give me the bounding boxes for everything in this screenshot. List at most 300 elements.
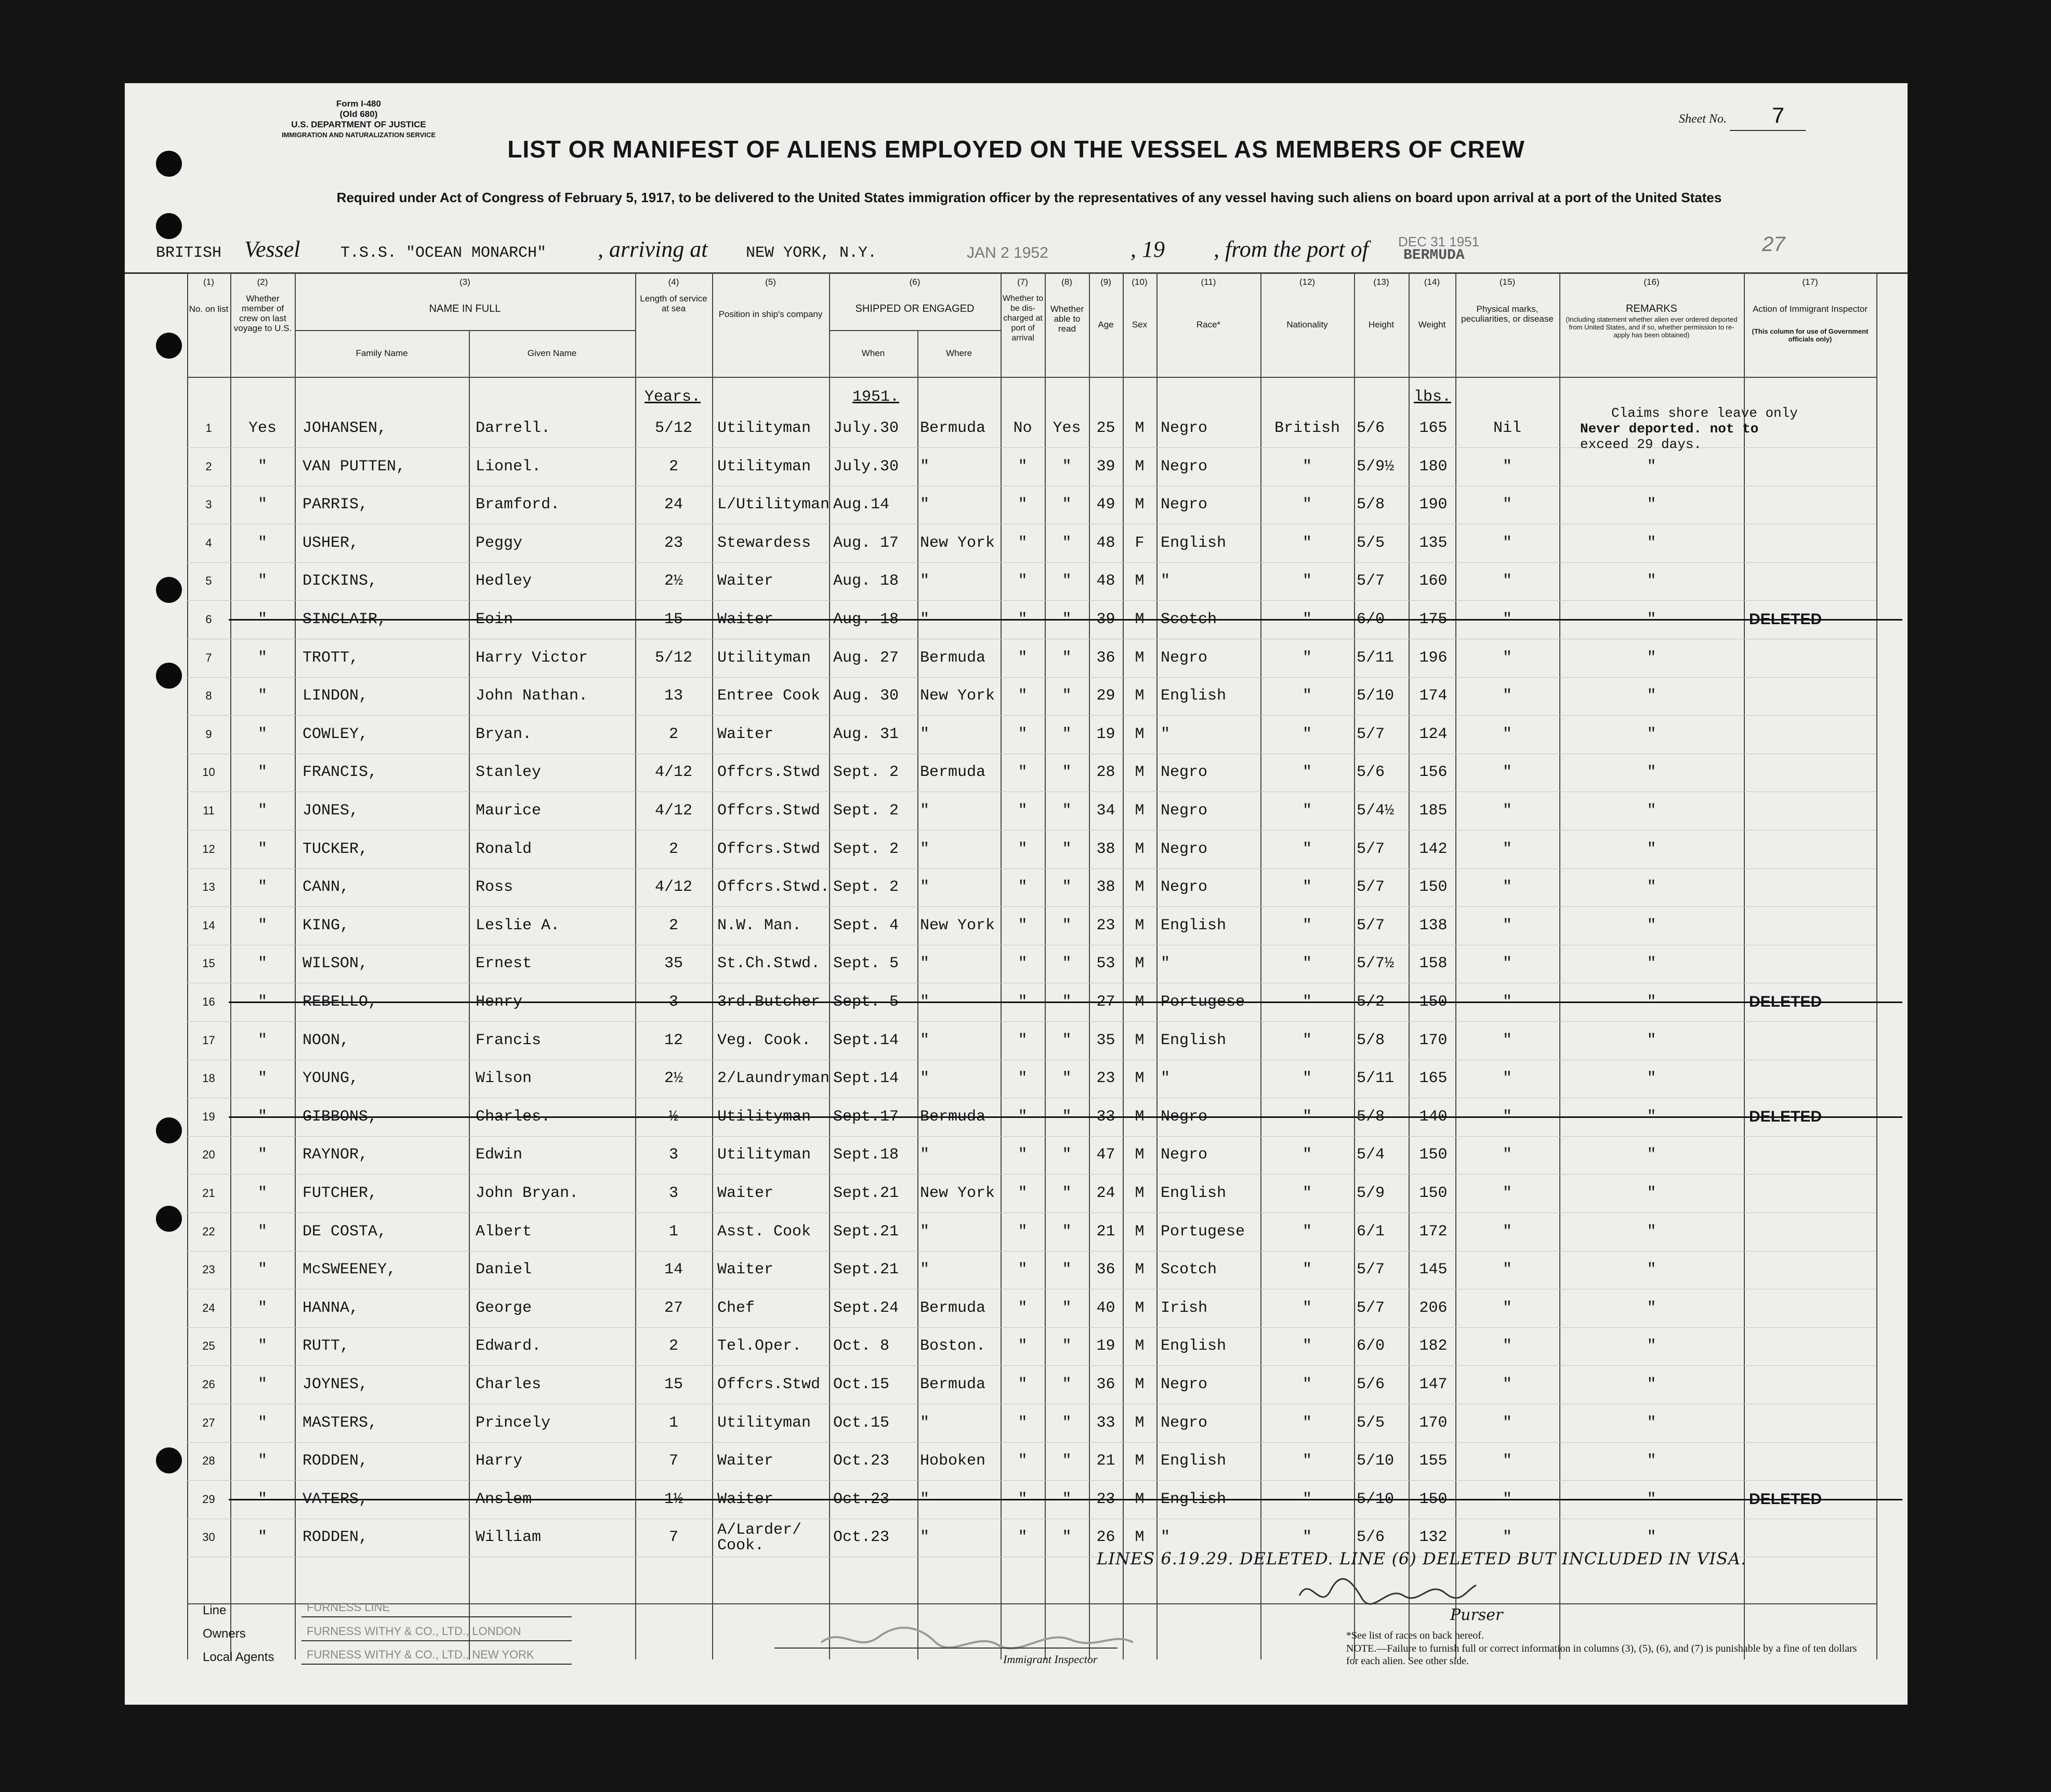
row-number: 28 xyxy=(202,1454,215,1468)
given-name: Princely xyxy=(476,1414,551,1432)
header-sex: Sex xyxy=(1132,320,1148,330)
nationality: " xyxy=(1302,1146,1312,1164)
position: Offcrs.Stwd xyxy=(717,1376,821,1393)
sex: M xyxy=(1135,840,1145,858)
given-name: Bryan. xyxy=(476,725,532,743)
able-to-read: " xyxy=(1062,1529,1072,1547)
strike-through-line xyxy=(229,619,1902,621)
height: 5/7 xyxy=(1357,725,1385,743)
punch-hole xyxy=(156,1206,182,1232)
row-number: 22 xyxy=(202,1224,215,1238)
height: 5/6 xyxy=(1357,1529,1385,1547)
weight: 170 xyxy=(1419,1414,1448,1432)
given-name: John Nathan. xyxy=(476,687,588,705)
race: English xyxy=(1161,1452,1227,1470)
length-of-service: 1½ xyxy=(664,1490,683,1508)
nationality: " xyxy=(1302,1261,1312,1279)
age: 48 xyxy=(1096,534,1115,552)
nationality: " xyxy=(1302,1529,1312,1547)
action xyxy=(1749,868,1874,906)
header-action: Action of Immigrant Inspector xyxy=(1752,304,1868,314)
remarks: " xyxy=(1647,1529,1656,1547)
remarks: " xyxy=(1647,611,1656,628)
weight: 185 xyxy=(1419,802,1448,820)
punch-hole xyxy=(156,333,182,359)
length-of-service: 5/12 xyxy=(654,649,692,667)
shipped-when: Sept.18 xyxy=(833,1146,899,1164)
action xyxy=(1749,1136,1874,1174)
position: Utilityman xyxy=(717,457,811,476)
race: Negro xyxy=(1161,1146,1208,1164)
length-of-service: 14 xyxy=(664,1261,683,1279)
height: 5/10 xyxy=(1357,1452,1395,1470)
position: St.Ch.Stwd. xyxy=(717,955,821,973)
shipped-when: Sept. 2 xyxy=(833,878,899,897)
position: Waiter xyxy=(717,1261,774,1279)
race: Negro xyxy=(1161,496,1208,514)
family-name: JONES, xyxy=(303,802,359,820)
race: Scotch xyxy=(1161,1261,1217,1279)
age: 49 xyxy=(1096,496,1115,514)
discharged: " xyxy=(1018,1337,1028,1355)
action xyxy=(1749,944,1874,983)
length-of-service: 35 xyxy=(664,955,683,973)
form-old-number: (Old 680) xyxy=(339,109,378,119)
penalty-note: NOTE.—Failure to furnish full or correct information in columns (3), (5), (6), and (7) is punishable by a fine of ten dollars for each alien. See other side. xyxy=(1346,1643,1857,1667)
position: Utilityman xyxy=(717,1146,811,1164)
action xyxy=(1749,753,1874,792)
shipped-where: " xyxy=(920,496,930,514)
shipped-when: Sept. 4 xyxy=(833,916,899,934)
race: Negro xyxy=(1161,1108,1208,1126)
shipped-where: New York xyxy=(920,687,995,705)
discharged: " xyxy=(1018,1376,1028,1393)
age: 21 xyxy=(1096,1452,1115,1470)
footer-owners-label: Owners xyxy=(203,1627,246,1641)
header-crew: Whether member of crew on last voyage to U.S. xyxy=(233,294,292,333)
length-of-service: 27 xyxy=(664,1299,683,1317)
column-number: (3) xyxy=(459,277,470,287)
race: Portugese xyxy=(1161,1222,1245,1241)
race: English xyxy=(1161,534,1227,552)
sex: M xyxy=(1135,687,1145,705)
able-to-read: " xyxy=(1062,1452,1072,1470)
weight: 180 xyxy=(1419,457,1448,476)
able-to-read: " xyxy=(1062,916,1072,934)
height: 5/11 xyxy=(1357,649,1395,667)
lbs-unit: lbs. xyxy=(1414,388,1452,406)
remarks: " xyxy=(1647,457,1656,476)
given-name: Stanley xyxy=(476,763,542,782)
able-to-read: " xyxy=(1062,840,1072,858)
table-row xyxy=(187,1365,1876,1404)
shipped-when: Aug. 27 xyxy=(833,649,899,667)
height: 5/8 xyxy=(1357,1031,1385,1049)
able-to-read: " xyxy=(1062,878,1072,897)
shipped-where: " xyxy=(920,1031,930,1049)
table-row xyxy=(187,639,1876,678)
discharged: " xyxy=(1018,1146,1028,1164)
given-name: George xyxy=(476,1299,532,1317)
physical-marks: " xyxy=(1502,1146,1512,1164)
header-height: Height xyxy=(1368,320,1395,330)
height: 5/11 xyxy=(1357,1070,1395,1088)
row-number: 13 xyxy=(202,880,215,894)
weight: 145 xyxy=(1419,1261,1448,1279)
sex: M xyxy=(1135,878,1145,897)
height: 5/7 xyxy=(1357,1261,1385,1279)
race: English xyxy=(1161,916,1227,934)
shipped-where: New York xyxy=(920,1184,995,1202)
footer-line-value: FURNESS LINE xyxy=(307,1601,390,1614)
weight: 150 xyxy=(1419,878,1448,897)
physical-marks: " xyxy=(1502,534,1512,552)
height: 5/10 xyxy=(1357,687,1395,705)
nationality: " xyxy=(1302,1108,1312,1126)
table-row xyxy=(187,485,1876,524)
age: 39 xyxy=(1096,611,1115,628)
height: 5/10 xyxy=(1357,1490,1395,1508)
weight: 135 xyxy=(1419,534,1448,552)
discharged: " xyxy=(1018,534,1028,552)
remarks: " xyxy=(1647,1146,1656,1164)
column-number: (13) xyxy=(1373,277,1389,287)
family-name: GIBBONS, xyxy=(303,1108,378,1126)
length-of-service: 7 xyxy=(668,1452,678,1470)
discharged: " xyxy=(1018,1490,1028,1508)
family-name: SINCLAIR, xyxy=(303,611,387,628)
race: Negro xyxy=(1161,457,1208,476)
race: Negro xyxy=(1161,878,1208,897)
physical-marks: " xyxy=(1502,878,1512,897)
position: Offcrs.Stwd. xyxy=(717,878,830,897)
shipped-where: " xyxy=(920,1070,930,1088)
discharged: " xyxy=(1018,611,1028,628)
shipped-when: Sept.14 xyxy=(833,1031,899,1049)
age: 36 xyxy=(1096,1376,1115,1393)
height: 5/6 xyxy=(1357,763,1385,782)
given-name: Charles. xyxy=(476,1108,551,1126)
crew-last-voyage: " xyxy=(257,572,267,590)
crew-last-voyage: " xyxy=(257,763,267,782)
row-number: 24 xyxy=(202,1301,215,1314)
weight: 170 xyxy=(1419,1031,1448,1049)
row-number: 3 xyxy=(205,498,212,511)
shipped-where: " xyxy=(920,1146,930,1164)
discharged: " xyxy=(1018,840,1028,858)
row-number: 4 xyxy=(205,536,212,549)
physical-marks: " xyxy=(1502,993,1512,1011)
race: English xyxy=(1161,1337,1227,1355)
row-number: 1 xyxy=(205,421,212,434)
shipped-where: " xyxy=(920,1529,930,1547)
page-title: LIST OR MANIFEST OF ALIENS EMPLOYED ON THE VESSEL AS MEMBERS OF CREW xyxy=(507,136,1525,163)
remarks: " xyxy=(1647,649,1656,667)
crew-last-voyage: " xyxy=(257,1490,267,1508)
header-length: Length of service at sea xyxy=(640,294,707,313)
family-name: VATERS, xyxy=(303,1490,369,1508)
row-number: 15 xyxy=(202,957,215,970)
family-name: DICKINS, xyxy=(303,572,378,590)
crew-last-voyage: " xyxy=(257,993,267,1011)
physical-marks: " xyxy=(1502,916,1512,934)
shipped-when: Aug.14 xyxy=(833,496,890,514)
physical-marks: " xyxy=(1502,1184,1512,1202)
weight: 150 xyxy=(1419,1184,1448,1202)
discharged: " xyxy=(1018,457,1028,476)
length-of-service: 24 xyxy=(664,496,683,514)
family-name: USHER, xyxy=(303,534,359,552)
shipped-where: Bermuda xyxy=(920,1108,986,1126)
header-physical: Physical marks, peculiarities, or disease xyxy=(1461,304,1554,324)
arrival-port: NEW YORK, N.Y. xyxy=(746,244,877,262)
column-number: (8) xyxy=(1061,277,1072,287)
nationality: " xyxy=(1302,1222,1312,1241)
action xyxy=(1749,715,1874,754)
crew-last-voyage: " xyxy=(257,1414,267,1432)
family-name: COWLEY, xyxy=(303,725,369,743)
family-name: RODDEN, xyxy=(303,1529,369,1547)
height: 6/1 xyxy=(1357,1222,1385,1241)
family-name: FUTCHER, xyxy=(303,1184,378,1202)
table-row xyxy=(187,1213,1876,1251)
action xyxy=(1749,1250,1874,1289)
age: 29 xyxy=(1096,687,1115,705)
able-to-read: " xyxy=(1062,802,1072,820)
nationality: " xyxy=(1302,1337,1312,1355)
height: 5/6 xyxy=(1357,1376,1385,1393)
sex: M xyxy=(1135,1146,1145,1164)
length-of-service: 4/12 xyxy=(654,763,692,782)
table-row xyxy=(187,562,1876,601)
race: Portugese xyxy=(1161,993,1245,1011)
age: 25 xyxy=(1096,419,1115,437)
row-number: 8 xyxy=(205,689,212,703)
crew-last-voyage: " xyxy=(257,1108,267,1126)
able-to-read: " xyxy=(1062,955,1072,973)
nationality: " xyxy=(1302,1376,1312,1393)
race: English xyxy=(1161,687,1227,705)
shipped-when: Sept. 2 xyxy=(833,802,899,820)
given-name: Hedley xyxy=(476,572,532,590)
nationality: " xyxy=(1302,1031,1312,1049)
sex: M xyxy=(1135,496,1145,514)
length-of-service: 2 xyxy=(668,457,678,476)
sex: M xyxy=(1135,1452,1145,1470)
sex: M xyxy=(1135,572,1145,590)
physical-marks: " xyxy=(1502,611,1512,628)
table-row xyxy=(187,830,1876,869)
weight: 155 xyxy=(1419,1452,1448,1470)
row-number: 30 xyxy=(202,1531,215,1544)
sex: M xyxy=(1135,419,1145,437)
action: DELETED xyxy=(1749,1490,1822,1508)
header-nationality: Nationality xyxy=(1286,320,1328,330)
weight: 196 xyxy=(1419,649,1448,667)
given-name: William xyxy=(476,1529,542,1547)
able-to-read: " xyxy=(1062,1146,1072,1164)
shipped-when: Oct.23 xyxy=(833,1529,890,1547)
shipped-where: " xyxy=(920,572,930,590)
sex: M xyxy=(1135,1070,1145,1088)
sex: M xyxy=(1135,1414,1145,1432)
sex: M xyxy=(1135,649,1145,667)
table-row xyxy=(187,1021,1876,1060)
age: 27 xyxy=(1096,993,1115,1011)
discharged: " xyxy=(1018,993,1028,1011)
shipped-when: Oct. 8 xyxy=(833,1337,890,1355)
length-of-service: 1 xyxy=(668,1222,678,1241)
age: 21 xyxy=(1096,1222,1115,1241)
family-name: MASTERS, xyxy=(303,1414,378,1432)
race: " xyxy=(1161,572,1171,590)
sex: M xyxy=(1135,1299,1145,1317)
family-name: REBELLO, xyxy=(303,993,378,1011)
race-note: *See list of races on back hereof. xyxy=(1346,1630,1484,1641)
position: Tel.Oper. xyxy=(717,1337,802,1355)
row-number: 17 xyxy=(202,1033,215,1047)
action: DELETED xyxy=(1749,1108,1822,1125)
remarks: " xyxy=(1647,878,1656,897)
row-number: 18 xyxy=(202,1072,215,1085)
able-to-read: " xyxy=(1062,1108,1072,1126)
shipped-when: July.30 xyxy=(833,419,899,437)
nationality: " xyxy=(1302,993,1312,1011)
arriving-label: , arriving at xyxy=(598,236,708,262)
length-of-service: 2 xyxy=(668,840,678,858)
position: 3rd.Butcher xyxy=(717,993,821,1011)
crew-last-voyage: " xyxy=(257,1261,267,1279)
height: 5/4 xyxy=(1357,1146,1385,1164)
discharged: " xyxy=(1018,725,1028,743)
crew-last-voyage: " xyxy=(257,534,267,552)
shipped-where: New York xyxy=(920,916,995,934)
discharged: " xyxy=(1018,496,1028,514)
crew-last-voyage: " xyxy=(257,687,267,705)
strike-through-line xyxy=(229,1002,1902,1003)
crew-last-voyage: " xyxy=(257,611,267,628)
length-of-service: 1 xyxy=(668,1414,678,1432)
physical-marks: " xyxy=(1502,1070,1512,1088)
header-age: Age xyxy=(1098,320,1114,330)
age: 53 xyxy=(1096,955,1115,973)
discharged: " xyxy=(1018,955,1028,973)
discharged: " xyxy=(1018,649,1028,667)
header-name: NAME IN FULL xyxy=(429,303,501,314)
shipped-where: " xyxy=(920,611,930,628)
height: 5/7 xyxy=(1357,878,1385,897)
physical-marks: " xyxy=(1502,1299,1512,1317)
physical-marks: " xyxy=(1502,687,1512,705)
length-of-service: 3 xyxy=(668,1146,678,1164)
shipped-when: Oct.23 xyxy=(833,1490,890,1508)
remarks: " xyxy=(1647,1337,1656,1355)
row-number: 14 xyxy=(202,918,215,932)
action xyxy=(1749,1021,1874,1060)
sex: M xyxy=(1135,1529,1145,1547)
age: 47 xyxy=(1096,1146,1115,1164)
shipped-when: July.30 xyxy=(833,457,899,476)
discharged: " xyxy=(1018,1108,1028,1126)
crew-last-voyage: " xyxy=(257,878,267,897)
action xyxy=(1749,1442,1874,1480)
weight: 142 xyxy=(1419,840,1448,858)
given-name: John Bryan. xyxy=(476,1184,579,1202)
race: Negro xyxy=(1161,1376,1208,1393)
shipped-where: Hoboken xyxy=(920,1452,986,1470)
sex: M xyxy=(1135,763,1145,782)
vessel-name: T.S.S. "OCEAN MONARCH" xyxy=(340,244,547,262)
footer-agents-value: FURNESS WITHY & CO., LTD., NEW YORK xyxy=(307,1648,534,1661)
row-number: 10 xyxy=(202,766,215,779)
nationality: " xyxy=(1302,725,1312,743)
discharged: " xyxy=(1018,1184,1028,1202)
column-number: (11) xyxy=(1201,277,1216,287)
form-number: Form I-480 xyxy=(336,99,381,109)
weight: 150 xyxy=(1419,1490,1448,1508)
race: Negro xyxy=(1161,840,1208,858)
position: L/Utilityman xyxy=(717,496,830,514)
shipped-when: Sept. 5 xyxy=(833,993,899,1011)
table-row xyxy=(187,868,1876,907)
able-to-read: " xyxy=(1062,611,1072,628)
position: N.W. Man. xyxy=(717,916,802,934)
age: 35 xyxy=(1096,1031,1115,1049)
length-of-service: 3 xyxy=(668,993,678,1011)
age: 40 xyxy=(1096,1299,1115,1317)
sex: M xyxy=(1135,1376,1145,1393)
given-name: Francis xyxy=(476,1031,542,1049)
able-to-read: " xyxy=(1062,1261,1072,1279)
vessel-label: Vessel xyxy=(244,236,300,262)
table-row xyxy=(187,792,1876,831)
age: 36 xyxy=(1096,649,1115,667)
discharged: " xyxy=(1018,1261,1028,1279)
header-no: No. on list xyxy=(189,304,229,314)
able-to-read: " xyxy=(1062,1184,1072,1202)
able-to-read: " xyxy=(1062,993,1072,1011)
given-name: Charles xyxy=(476,1376,542,1393)
weight: 158 xyxy=(1419,955,1448,973)
age: 36 xyxy=(1096,1261,1115,1279)
physical-marks: " xyxy=(1502,1376,1512,1393)
punch-hole xyxy=(156,1117,182,1143)
crew-last-voyage: " xyxy=(257,496,267,514)
able-to-read: " xyxy=(1062,1490,1072,1508)
weight: 132 xyxy=(1419,1529,1448,1547)
able-to-read: " xyxy=(1062,1031,1072,1049)
handwritten-note: LINES 6.19.29. DELETED. LINE (6) DELETED BUT INCLUDED IN VISA. xyxy=(1097,1549,1747,1569)
given-name: Harry xyxy=(476,1452,523,1470)
weight: 206 xyxy=(1419,1299,1448,1317)
physical-marks: " xyxy=(1502,763,1512,782)
shipped-when: Oct.15 xyxy=(833,1414,890,1432)
shipped-where: " xyxy=(920,1414,930,1432)
position: Waiter xyxy=(717,1184,774,1202)
nationality: " xyxy=(1302,534,1312,552)
height: 5/5 xyxy=(1357,1414,1385,1432)
family-name: DE COSTA, xyxy=(303,1222,387,1241)
remarks: " xyxy=(1647,1108,1656,1126)
nationality: " xyxy=(1302,457,1312,476)
nationality: " xyxy=(1302,916,1312,934)
family-name: YOUNG, xyxy=(303,1070,359,1088)
family-name: JOHANSEN, xyxy=(303,419,387,437)
able-to-read: " xyxy=(1062,1414,1072,1432)
family-name: LINDON, xyxy=(303,687,369,705)
sex: M xyxy=(1135,1261,1145,1279)
remarks: " xyxy=(1647,916,1656,934)
